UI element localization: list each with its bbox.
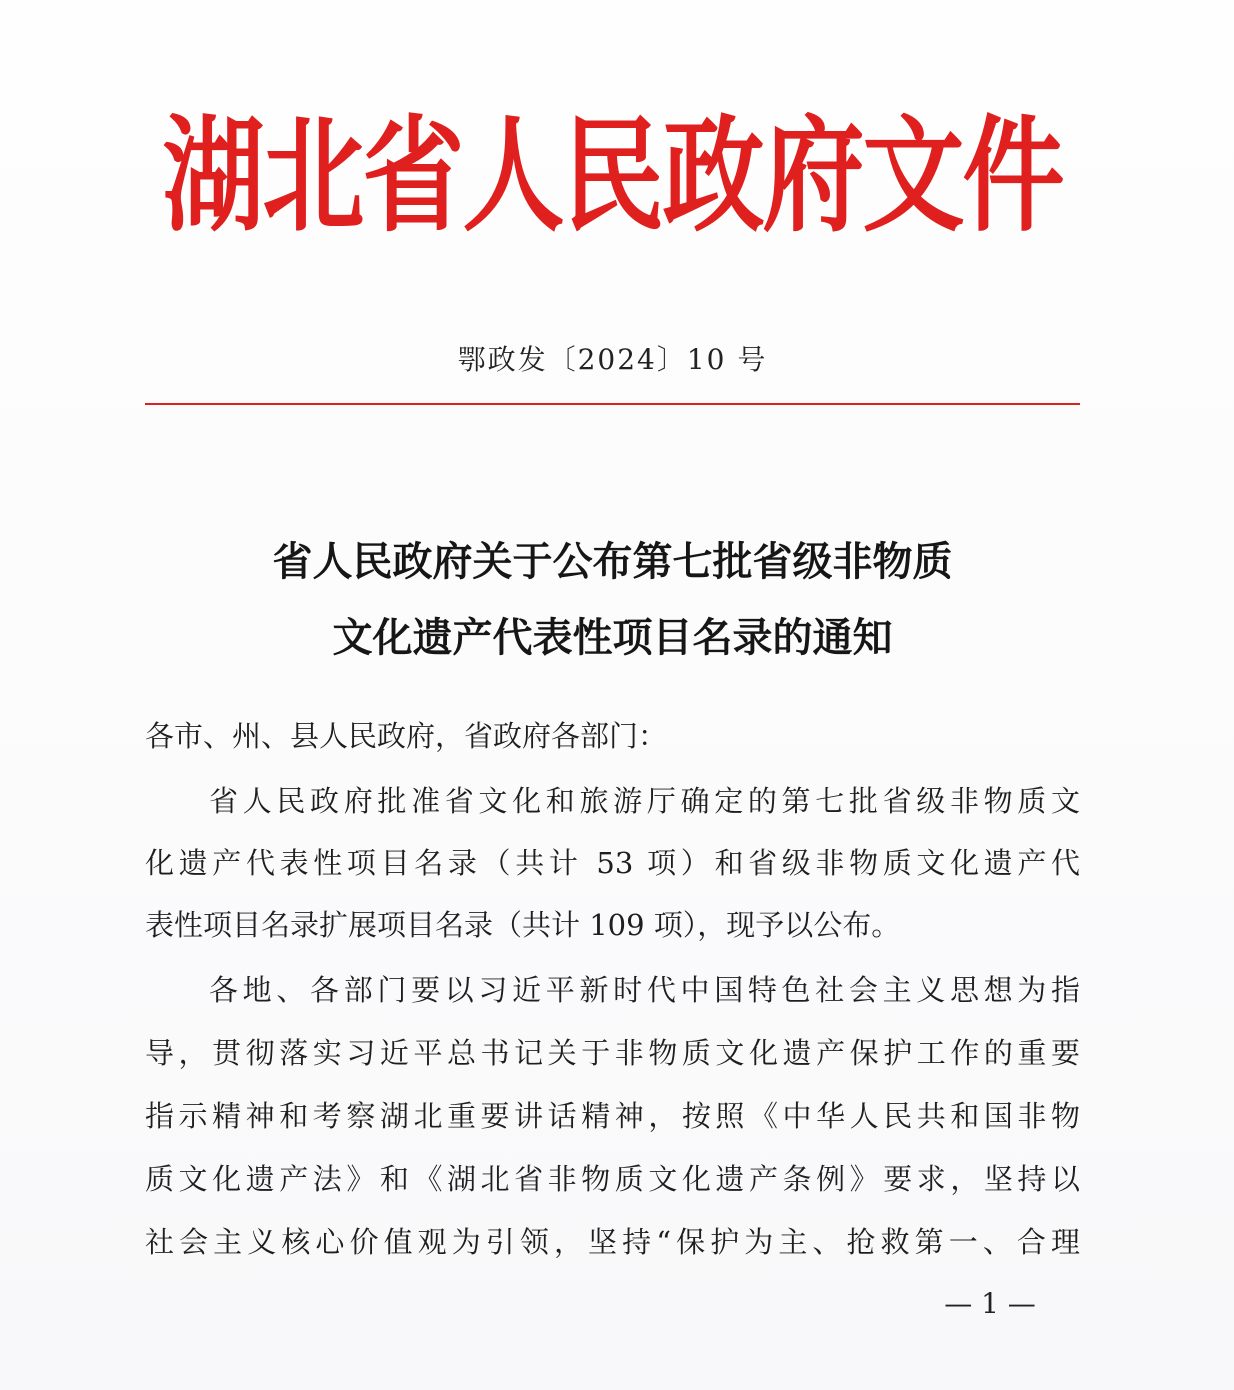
document-number: 鄂政发〔2024〕10 号: [457, 343, 768, 376]
body-line: 表性项目名录扩展项目名录（共计 109 项），现予以公布。: [145, 908, 901, 942]
body-line: 导，贯彻落实习近平总书记关于非物质文化遗产保护工作的重要: [145, 1036, 1080, 1070]
body-line: 社会主义核心价值观为引领，坚持“保护为主、抢救第一、合理: [145, 1225, 1080, 1259]
notice-title-line-1: 省人民政府关于公布第七批省级非物质: [272, 539, 953, 585]
masthead-title: 湖北省人民政府文件: [162, 104, 1063, 250]
salutation: 各市、州、县人民政府，省政府各部门：: [145, 719, 668, 753]
red-divider-line: [145, 403, 1080, 405]
body-line: 省人民政府批准省文化和旅游厅确定的第七批省级非物质文: [209, 784, 1080, 818]
body-line: 化遗产代表性项目名录（共计 53 项）和省级非物质文化遗产代: [145, 846, 1080, 880]
notice-title-line-2: 文化遗产代表性项目名录的通知: [332, 615, 893, 661]
page-number: — 1 —: [944, 1287, 1036, 1320]
body-line: 各地、各部门要以习近平新时代中国特色社会主义思想为指: [209, 973, 1080, 1007]
body-line: 指示精神和考察湖北重要讲话精神，按照《中华人民共和国非物: [145, 1099, 1080, 1133]
body-line: 质文化遗产法》和《湖北省非物质文化遗产条例》要求，坚持以: [145, 1162, 1080, 1196]
